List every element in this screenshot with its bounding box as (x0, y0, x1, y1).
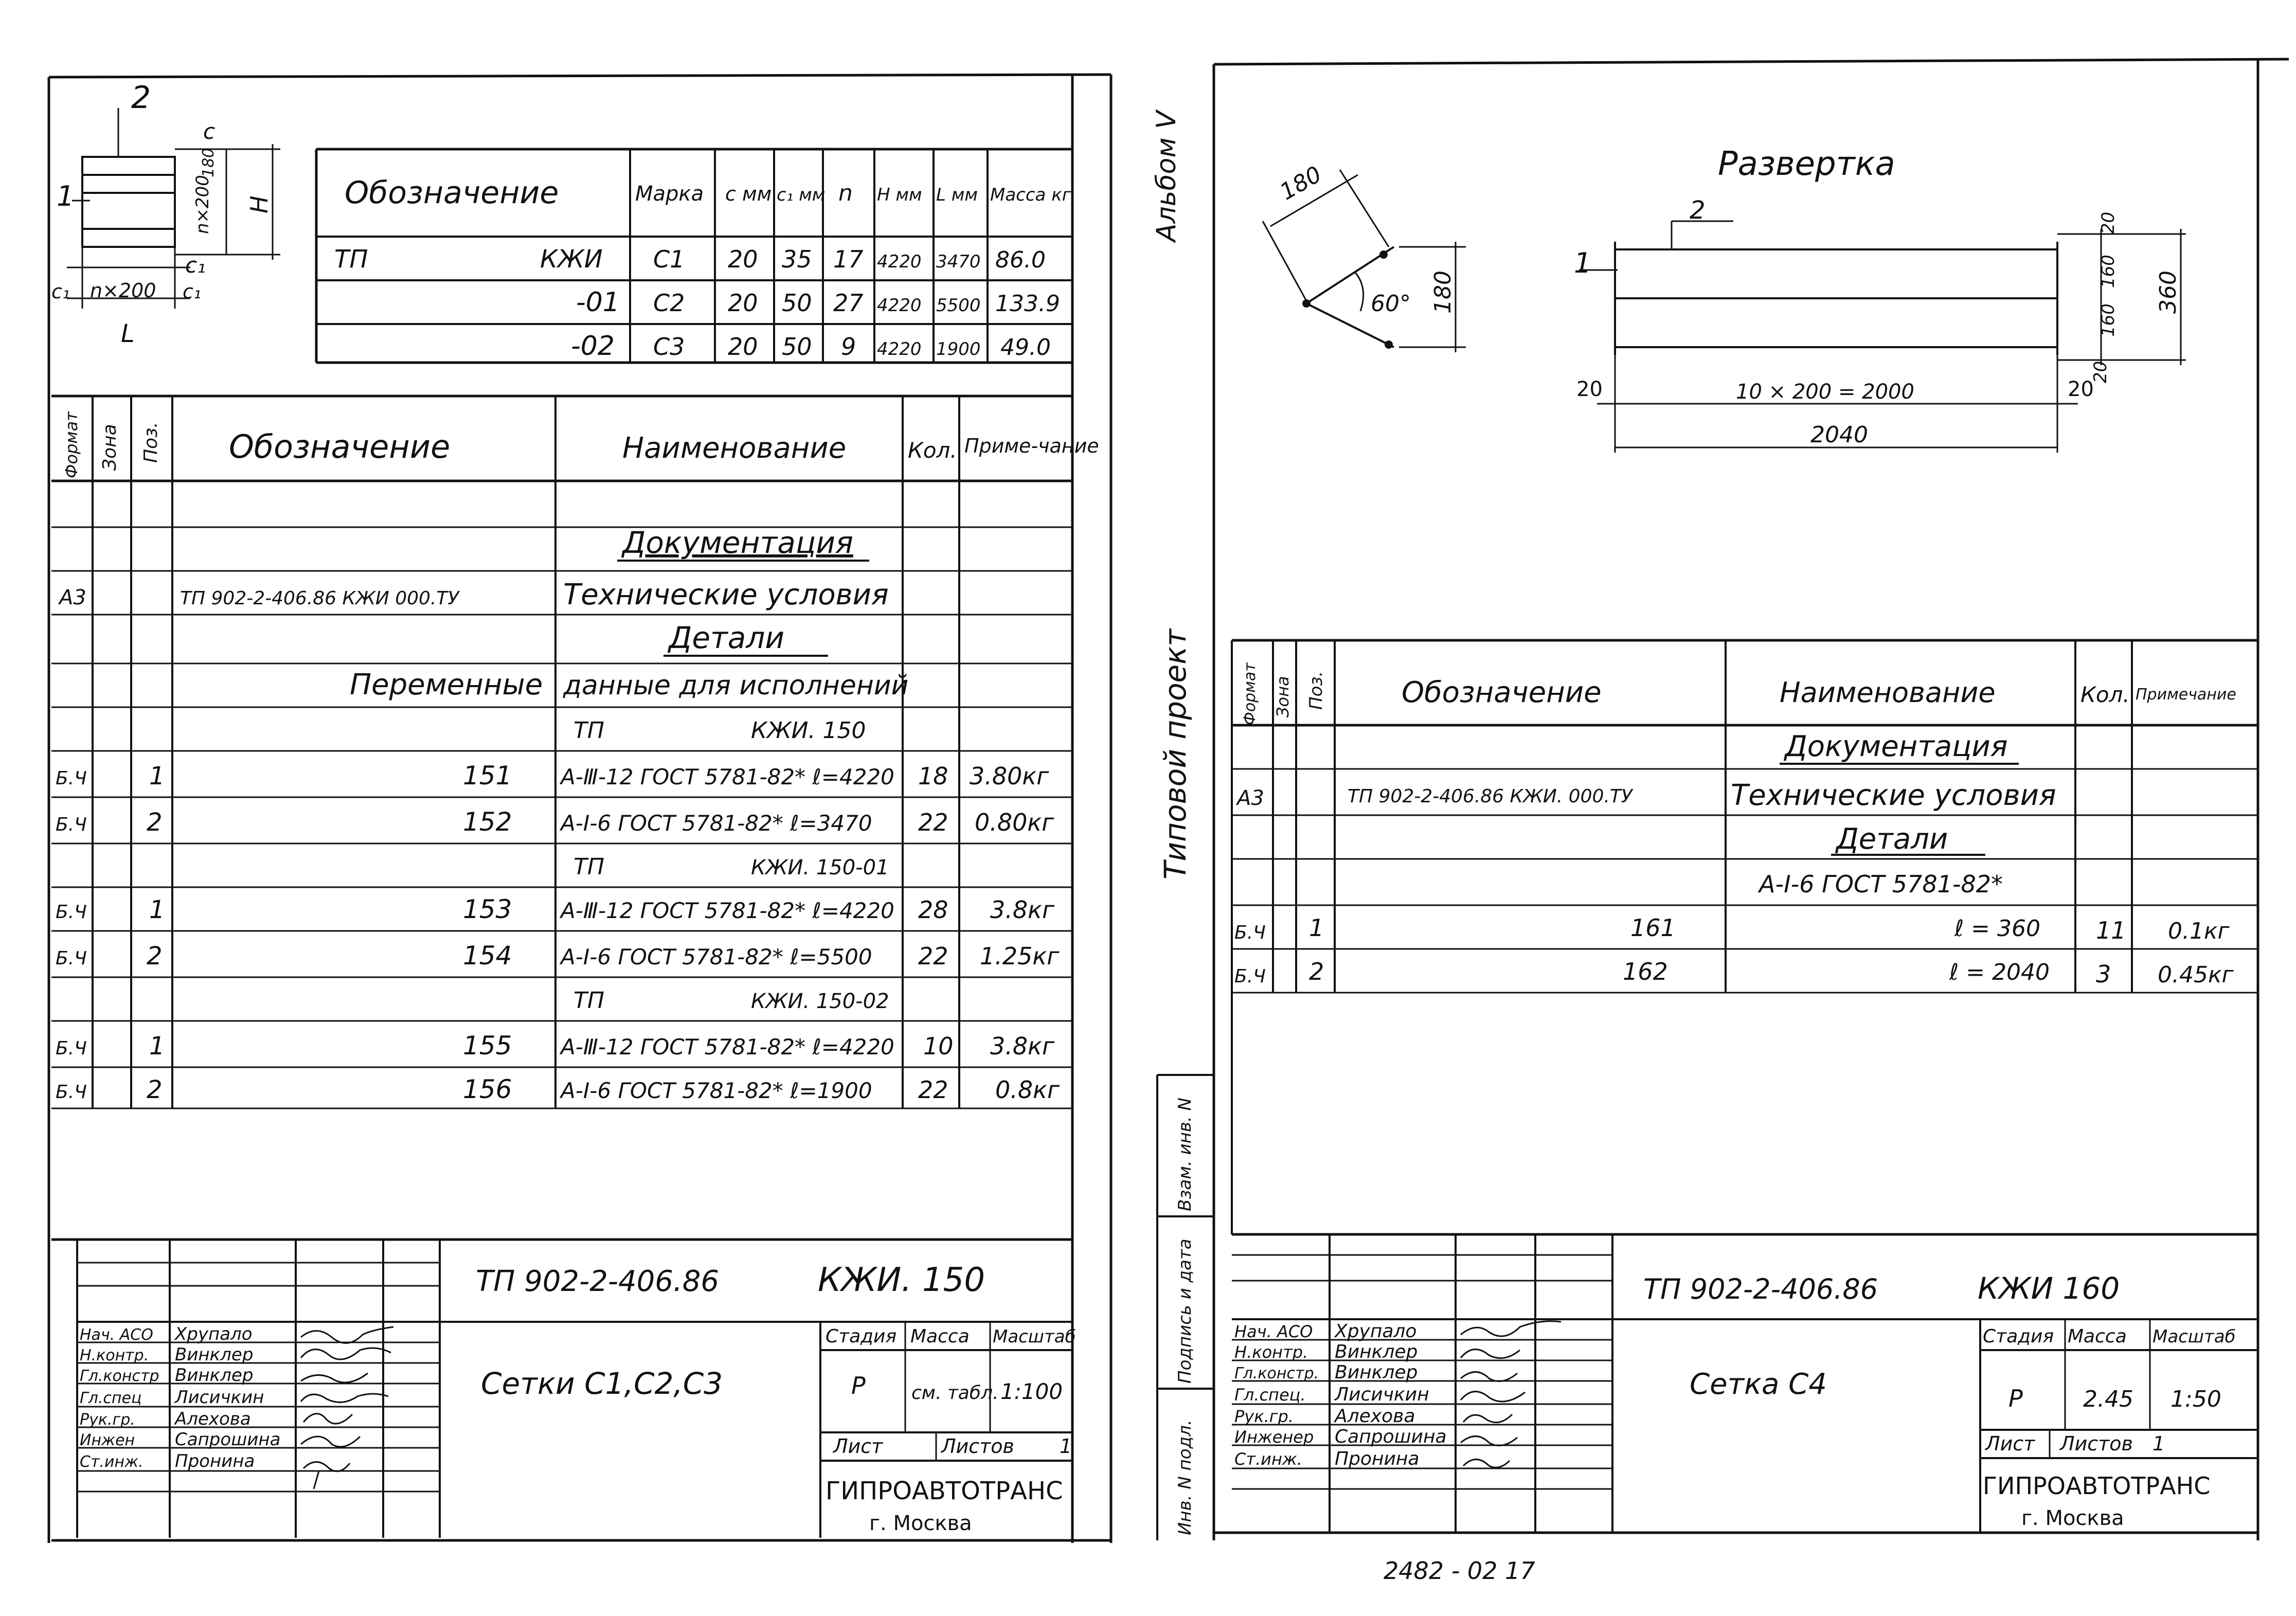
stamp-project: ТП 902-2-406.86 (1643, 1273, 1878, 1305)
row-qty: 22 (918, 809, 948, 836)
spec-header-qty: Кол. (908, 438, 957, 463)
stamp-sheet-label: Лист (833, 1435, 883, 1458)
mark-cell: 27 (833, 289, 864, 317)
stamp-title: Сетки С1,С2,С3 (481, 1366, 723, 1401)
var1-code: КЖИ. 150 (751, 717, 866, 744)
unfold-dim-20-top: 20 (2098, 211, 2119, 234)
stamp-role: Н.контр. (1234, 1342, 1308, 1362)
row-note: 0.80кг (975, 809, 1054, 836)
stamp-org: ГИПРОАВТОТРАНС (1983, 1472, 2211, 1500)
doc-designation: ТП 902-2-406.86 КЖИ. 000.ТУ (1348, 786, 1633, 807)
left-mesh-sketch (51, 80, 280, 348)
mark-header-marka: Марка (635, 182, 704, 206)
row-designation: 161 (1630, 914, 1676, 942)
row-designation: 156 (463, 1074, 512, 1104)
stamp-scale: 1:50 (2171, 1386, 2221, 1412)
spec-header-format: Формат (1241, 662, 1259, 725)
stamp-mass: 2.45 (2083, 1386, 2133, 1412)
stamp-role: Инжен (80, 1431, 135, 1449)
mark-header-c1: c₁ мм (777, 185, 826, 205)
unfold-dim-360: 360 (2155, 271, 2181, 314)
row-pos: 1 (149, 895, 165, 924)
doc-designation: ТП 902-2-406.86 КЖИ 000.ТУ (180, 588, 459, 609)
row-pos: 1 (1309, 914, 1324, 942)
spec-header-pos: Поз. (1306, 671, 1326, 710)
mark-cell: С3 (653, 333, 685, 361)
row-format: Б.Ч (1234, 966, 1266, 987)
sketch-dim-h: H (245, 195, 273, 213)
stamp-name: Пронина (1335, 1448, 1420, 1469)
mark-header-l: L мм (936, 185, 978, 205)
stamp-mass-label: Масса (2068, 1326, 2127, 1347)
row-note: 0.1кг (2168, 918, 2230, 944)
dim-180-vertical: 180 (1430, 271, 1456, 314)
stamp-name: Алехова (175, 1409, 251, 1429)
spec-header-designation: Обозначение (1402, 676, 1602, 709)
stamp-sheets: 1 (1060, 1435, 1072, 1458)
stamp-mass: см. табл. (911, 1382, 999, 1404)
right-spec-table (1232, 640, 2258, 1234)
mark-cell: 50 (782, 289, 812, 317)
stamp-name: Хрупало (1335, 1321, 1417, 1342)
mark-header-designation: Обозначение (345, 175, 559, 211)
stamp-role: Гл.констр. (1234, 1364, 1319, 1382)
row-name: А-I-6 ГОСТ 5781-82* ℓ=1900 (561, 1078, 872, 1103)
mark-cell: С1 (653, 245, 685, 273)
spec-header-pos: Поз. (140, 422, 162, 463)
stamp-stage: Р (2008, 1385, 2023, 1412)
project-type-label: Типовой проект (1158, 629, 1193, 879)
stamp-city: г. Москва (869, 1512, 972, 1535)
stamp-name: Лисичкин (175, 1387, 264, 1408)
stamp-code: КЖИ 160 (1978, 1271, 2120, 1306)
sketch-dim-180: 180 (200, 148, 218, 177)
stamp-stage-label: Стадия (1983, 1326, 2054, 1347)
stamp-role: Ст.инж. (1234, 1449, 1302, 1469)
row-designation: 155 (463, 1031, 512, 1061)
stamp-scale-label: Масштаб (993, 1326, 1076, 1347)
mark-cell-tp: ТП (334, 245, 368, 274)
stamp-role: Гл.констр (80, 1367, 159, 1385)
row-note: 0.45кг (2158, 962, 2234, 988)
row-qty: 22 (918, 942, 948, 970)
doc-format: А3 (1237, 786, 1264, 810)
dim-angle: 60° (1371, 291, 1411, 317)
unfolded-mesh-sketch (1574, 145, 2186, 453)
mark-cell: С2 (653, 289, 685, 317)
stamp-original-inv: Инв. N подл. (1175, 1420, 1195, 1535)
row-note: 3.80кг (970, 762, 1049, 790)
stamp-role: Гл.спец. (1234, 1385, 1306, 1405)
stamp-role: Нач. АСО (1234, 1322, 1313, 1341)
var2-tp: ТП (573, 854, 604, 880)
row-qty: 10 (923, 1032, 954, 1060)
mark-cell-kzhi: КЖИ (540, 245, 603, 274)
mark-cell: 20 (728, 289, 758, 317)
row-name: А-Ⅲ-12 ГОСТ 5781-82* ℓ=4220 (561, 898, 894, 923)
row-format: Б.Ч (56, 948, 87, 969)
row-designation: 153 (463, 894, 512, 924)
var1-tp: ТП (573, 717, 604, 744)
row-pos: 1 (149, 1032, 165, 1061)
sketch-dim-l: L (121, 319, 135, 348)
mark-cell: 9 (841, 333, 856, 361)
row-note: 0.8кг (995, 1076, 1060, 1104)
row-format: Б.Ч (56, 814, 87, 835)
stamp-name: Винклер (175, 1365, 254, 1386)
row-format: Б.Ч (56, 1038, 87, 1059)
unfold-dim-20-right: 20 (2068, 378, 2094, 401)
unfold-pos-2: 2 (1690, 196, 1706, 225)
row-name: А-Ⅲ-12 ГОСТ 5781-82* ℓ=4220 (561, 1034, 894, 1060)
stamp-name: Сапрошина (1335, 1426, 1447, 1447)
stamp-sheets-label: Листов (2060, 1432, 2133, 1455)
mark-cell: 17 (833, 245, 864, 273)
unfold-pos-1: 1 (1574, 247, 1592, 279)
mark-header-c: c мм (725, 183, 772, 205)
row-name: А-I-6 ГОСТ 5781-82* ℓ=3470 (561, 811, 872, 836)
mark-cell: 5500 (936, 295, 981, 316)
right-title-block (1232, 1234, 2258, 1533)
row-pos: 1 (149, 762, 165, 791)
spec-header-qty: Кол. (2080, 682, 2130, 707)
mark-cell: 20 (728, 333, 758, 361)
section-parts: Детали (1836, 822, 1948, 856)
row-name: А-Ⅲ-12 ГОСТ 5781-82* ℓ=4220 (561, 764, 894, 789)
row-qty: 28 (918, 896, 948, 924)
stamp-name: Винклер (1335, 1362, 1418, 1383)
section-documentation: Документация (1785, 730, 2008, 763)
unfold-title: Развертка (1718, 145, 1895, 183)
unfold-dim-20-left: 20 (1576, 378, 1603, 401)
row-format: Б.Ч (56, 902, 87, 923)
material-spec: А-I-6 ГОСТ 5781-82* (1759, 870, 2003, 898)
left-spec-table (51, 396, 1099, 1108)
variable-label: Переменные (350, 668, 543, 702)
sketch-dim-nx200-vertical: n×200 (192, 175, 213, 234)
doc-name: Технические условия (1731, 779, 2056, 812)
stamp-stage: Р (851, 1372, 866, 1399)
stamp-city: г. Москва (2021, 1506, 2124, 1530)
row-format: Б.Ч (1234, 922, 1266, 943)
stamp-role: Н.контр. (80, 1346, 149, 1364)
row-name: ℓ = 360 (1954, 915, 2040, 942)
doc-format: А3 (59, 586, 86, 609)
row-designation: 151 (463, 761, 512, 791)
unfold-dim-160-top: 160 (2098, 255, 2119, 288)
left-title-block (51, 1240, 1076, 1538)
middle-strip (1151, 109, 1214, 1540)
row-qty: 18 (918, 762, 948, 790)
bent-bar-sketch (1263, 161, 1466, 352)
mark-cell: 4220 (877, 252, 922, 272)
stamp-project: ТП 902-2-406.86 (476, 1265, 719, 1298)
row-pos: 2 (1309, 958, 1324, 985)
mark-cell: 35 (782, 245, 812, 273)
mark-cell: 4220 (877, 295, 922, 316)
mark-cell: 50 (782, 333, 812, 361)
row-format: Б.Ч (56, 1082, 87, 1103)
stamp-sheet-label: Лист (1985, 1432, 2035, 1455)
stamp-replacement-inv: Взам. инв. N (1175, 1098, 1195, 1211)
album-label: Альбом Ⅴ (1151, 111, 1182, 242)
stamp-org: ГИПРОАВТОТРАНС (826, 1477, 1063, 1505)
mark-cell: 86.0 (995, 247, 1046, 273)
stamp-name: Винклер (1335, 1341, 1418, 1362)
row-designation: 162 (1623, 958, 1668, 985)
row-note: 1.25кг (980, 942, 1060, 970)
sketch-dim-c1-right: c₁ (183, 280, 202, 303)
unfold-dim-2040: 2040 (1810, 422, 1868, 448)
row-qty: 3 (2096, 960, 2111, 988)
section-parts: Детали (669, 620, 785, 655)
mark-cell: 3470 (936, 252, 981, 272)
stamp-name: Винклер (175, 1344, 254, 1365)
stamp-role: Рук.гр. (1234, 1407, 1294, 1426)
var3-tp: ТП (573, 987, 604, 1014)
mark-header-mass: Масса кг (990, 185, 1071, 205)
spec-header-name: Наименование (1780, 676, 1996, 709)
mark-cell: 20 (728, 245, 758, 273)
stamp-role: Ст.инж. (80, 1453, 144, 1471)
mark-cell: -02 (571, 331, 615, 362)
spec-header-zone: Зона (1273, 676, 1293, 717)
stamp-mass-label: Масса (910, 1326, 970, 1347)
mark-cell: 133.9 (995, 291, 1060, 317)
spec-header-name: Наименование (622, 432, 847, 465)
unfold-dim-20-bottom: 20 (2090, 361, 2111, 383)
stamp-stage-label: Стадия (826, 1326, 897, 1347)
row-designation: 154 (463, 941, 512, 971)
sketch-dim-nx200: n×200 (90, 279, 156, 302)
sketch-pos-1: 1 (57, 180, 75, 212)
row-note: 3.8кг (990, 896, 1055, 924)
stamp-signature-date: Подпись и дата (1175, 1238, 1195, 1384)
sketch-dim-c1-left: c₁ (51, 280, 70, 303)
sketch-dim-c: c (203, 119, 216, 144)
row-pos: 2 (147, 808, 163, 837)
mark-cell: -01 (576, 287, 620, 318)
row-name: ℓ = 2040 (1949, 959, 2050, 985)
spec-header-designation: Обозначение (229, 428, 451, 465)
mark-header-n: n (838, 180, 853, 206)
stamp-name: Сапрошина (175, 1429, 281, 1450)
mark-header-h: H мм (877, 185, 922, 205)
stamp-name: Пронина (175, 1451, 255, 1471)
stamp-title: Сетка С4 (1690, 1368, 1827, 1401)
sketch-dim-2: 2 (131, 80, 151, 116)
unfold-dim-2000: 10 × 200 = 2000 (1736, 380, 1914, 404)
unfold-dim-160-bottom: 160 (2098, 303, 2119, 337)
stamp-name: Лисичкин (1335, 1384, 1429, 1405)
stamp-scale: 1:100 (1000, 1379, 1063, 1404)
stamp-role: Рук.гр. (80, 1411, 135, 1429)
stamp-role: Гл.спец (80, 1389, 142, 1407)
sketch-dim-c1-bottom: c₁ (185, 253, 206, 278)
var2-code: КЖИ. 150-01 (751, 856, 889, 879)
spec-header-note: Примечание (2136, 686, 2236, 704)
stamp-sheets-label: Листов (941, 1435, 1014, 1458)
row-note: 3.8кг (990, 1032, 1055, 1060)
row-pos: 2 (147, 942, 163, 971)
var3-code: КЖИ. 150-02 (751, 990, 889, 1013)
stamp-role: Нач. АСО (80, 1326, 153, 1344)
row-qty: 22 (918, 1076, 948, 1104)
section-documentation: Документация (622, 525, 853, 560)
doc-name: Технические условия (563, 578, 889, 612)
mark-cell: 49.0 (1000, 334, 1051, 361)
mark-cell: 4220 (877, 339, 922, 360)
stamp-name: Алехова (1335, 1406, 1415, 1427)
row-name: А-I-6 ГОСТ 5781-82* ℓ=5500 (561, 944, 872, 969)
dim-180-diagonal: 180 (1276, 161, 1326, 206)
spec-header-zone: Зона (99, 424, 120, 471)
row-qty: 11 (2096, 917, 2126, 944)
spec-header-format: Формат (62, 411, 81, 478)
stamp-sheets: 1 (2152, 1432, 2165, 1455)
row-format: Б.Ч (56, 768, 87, 789)
row-pos: 2 (147, 1075, 163, 1104)
stamp-code: КЖИ. 150 (818, 1261, 985, 1299)
mark-table (316, 149, 1072, 363)
spec-header-note: Приме-чание (964, 435, 1099, 457)
stamp-scale-label: Масштаб (2152, 1326, 2236, 1347)
stamp-name: Хрупало (175, 1324, 253, 1344)
footer-inventory-code: 2482 - 02 17 (1384, 1557, 1535, 1585)
variable-desc: данные для исполнений (563, 670, 909, 701)
stamp-role: Инженер (1234, 1427, 1314, 1447)
signature-marks (301, 1327, 393, 1489)
row-designation: 152 (463, 807, 512, 837)
mark-cell: 1900 (936, 339, 981, 360)
